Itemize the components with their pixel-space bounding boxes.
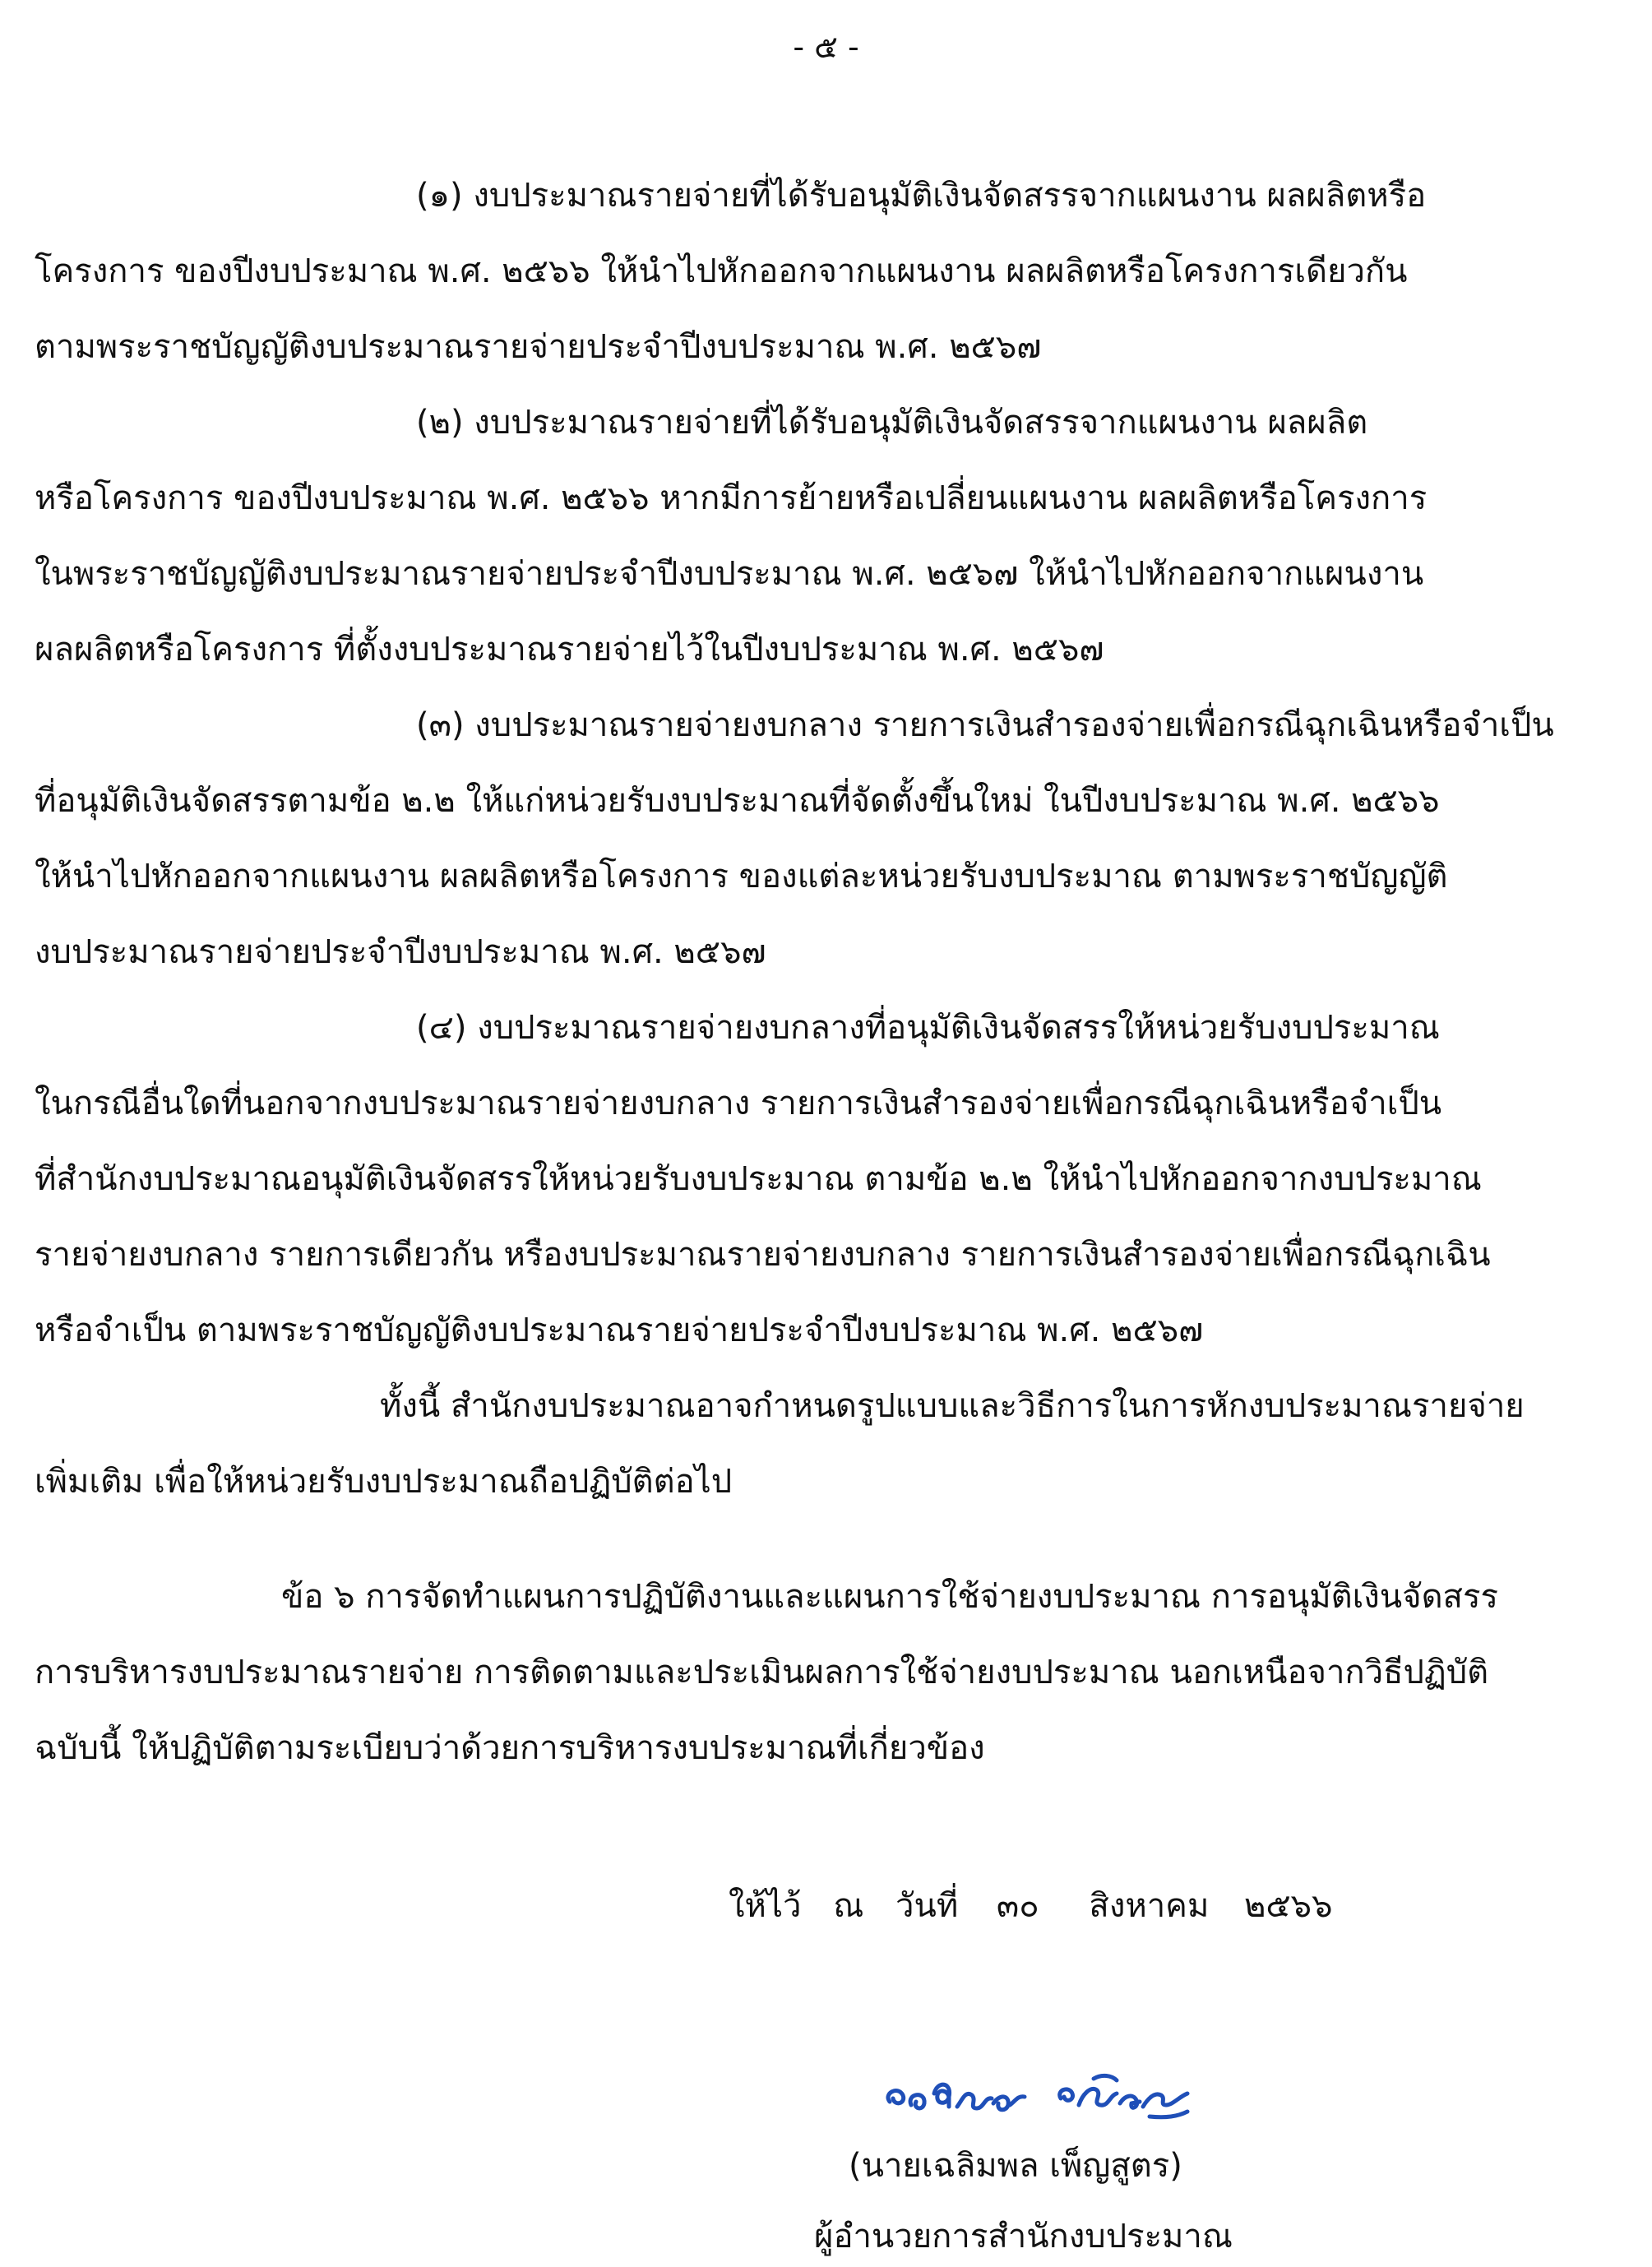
clause-4-line-4: รายจ่ายงบกลาง รายการเดียวกัน หรืองบประมาณรายจ่ายงบกลาง รายการเงินสำรองจ่ายเพื่อกรณีฉุกเฉิน	[35, 1236, 1491, 1274]
date-year: ๒๕๖๖	[1244, 1887, 1333, 1925]
issue-date	[729, 1887, 1333, 1925]
signature-scribble	[878, 2054, 1207, 2128]
article-6-line-3: ฉบับนี้ ให้ปฏิบัติตามระเบียบว่าด้วยการบริหารงบประมาณที่เกี่ยวข้อง	[35, 1729, 985, 1767]
clause-4-line-3: ที่สำนักงบประมาณอนุมัติเงินจัดสรรให้หน่วยรับงบประมาณ ตามข้อ ๒.๒ ให้นำไปหักออกจากงบประมาณ	[35, 1160, 1482, 1198]
note-line-2: เพิ่มเติม เพื่อให้หน่วยรับงบประมาณถือปฏิบัติต่อไป	[35, 1463, 733, 1501]
clause-4-line-5: หรือจำเป็น ตามพระราชบัญญัติงบประมาณรายจ่ายประจำปีงบประมาณ พ.ศ. ๒๕๖๗	[35, 1312, 1204, 1349]
signatory-position: ผู้อำนวยการสำนักงบประมาณ	[814, 2218, 1233, 2255]
note-line-1: ทั้งนี้ สำนักงบประมาณอาจกำหนดรูปแบบและวิธีการในการหักงบประมาณรายจ่าย	[380, 1387, 1525, 1425]
signature	[878, 2054, 1207, 2128]
clause-1-line-2: โครงการ ของปีงบประมาณ พ.ศ. ๒๕๖๖ ให้นำไปหักออกจากแผนงาน ผลผลิตหรือโครงการเดียวกัน	[35, 252, 1408, 290]
date-prefix: ให้ไว้	[729, 1887, 802, 1925]
article-6-line-2: การบริหารงบประมาณรายจ่าย การติดตามและประเมินผลการใช้จ่ายงบประมาณ นอกเหนือจากวิธีปฏิบัติ	[35, 1654, 1489, 1691]
clause-4-line-2: ในกรณีอื่นใดที่นอกจากงบประมาณรายจ่ายงบกลาง รายการเงินสำรองจ่ายเพื่อกรณีฉุกเฉินหรือจำเป็น	[35, 1085, 1442, 1122]
page-number: - ๕ -	[793, 29, 859, 65]
clause-2-line-4: ผลผลิตหรือโครงการ ที่ตั้งงบประมาณรายจ่ายไว้ในปีงบประมาณ พ.ศ. ๒๕๖๗	[35, 631, 1104, 669]
clause-2-line-2: หรือโครงการ ของปีงบประมาณ พ.ศ. ๒๕๖๖ หากมีการย้ายหรือเปลี่ยนแผนงาน ผลผลิตหรือโครงการ	[35, 479, 1428, 517]
clause-3-line-4: งบประมาณรายจ่ายประจำปีงบประมาณ พ.ศ. ๒๕๖๗	[35, 933, 766, 971]
date-at: ณ	[833, 1887, 864, 1925]
clause-1-line-3: ตามพระราชบัญญัติงบประมาณรายจ่ายประจำปีงบประมาณ พ.ศ. ๒๕๖๗	[35, 328, 1042, 366]
clause-3-line-1: (๓) งบประมาณรายจ่ายงบกลาง รายการเงินสำรองจ่ายเพื่อกรณีฉุกเฉินหรือจำเป็น	[416, 706, 1554, 744]
clause-2-line-3: ในพระราชบัญญัติงบประมาณรายจ่ายประจำปีงบประมาณ พ.ศ. ๒๕๖๗ ให้นำไปหักออกจากแผนงาน	[35, 555, 1424, 593]
clause-1-line-1: (๑) งบประมาณรายจ่ายที่ได้รับอนุมัติเงินจัดสรรจากแผนงาน ผลผลิตหรือ	[416, 177, 1427, 215]
clause-3-line-3: ให้นำไปหักออกจากแผนงาน ผลผลิตหรือโครงการ ของแต่ละหน่วยรับงบประมาณ ตามพระราชบัญญัติ	[35, 858, 1448, 895]
clause-2-line-1: (๒) งบประมาณรายจ่ายที่ได้รับอนุมัติเงินจัดสรรจากแผนงาน ผลผลิต	[416, 404, 1368, 442]
date-month: สิงหาคม	[1089, 1887, 1210, 1925]
article-6-line-1: ข้อ ๖ การจัดทำแผนการปฏิบัติงานและแผนการใช้จ่ายงบประมาณ การอนุมัติเงินจัดสรร	[281, 1578, 1498, 1616]
date-day: ๓๐	[996, 1887, 1039, 1925]
date-day-label: วันที่	[895, 1887, 959, 1925]
clause-3-line-2: ที่อนุมัติเงินจัดสรรตามข้อ ๒.๒ ให้แก่หน่วยรับงบประมาณที่จัดตั้งขึ้นใหม่ ในปีงบประมาณ พ.ศ. ๒๕๖๖	[35, 782, 1440, 820]
signatory-name: (นายเฉลิมพล เพ็ญสูตร)	[849, 2147, 1182, 2185]
clause-4-line-1: (๔) งบประมาณรายจ่ายงบกลางที่อนุมัติเงินจัดสรรให้หน่วยรับงบประมาณ	[416, 1009, 1440, 1047]
